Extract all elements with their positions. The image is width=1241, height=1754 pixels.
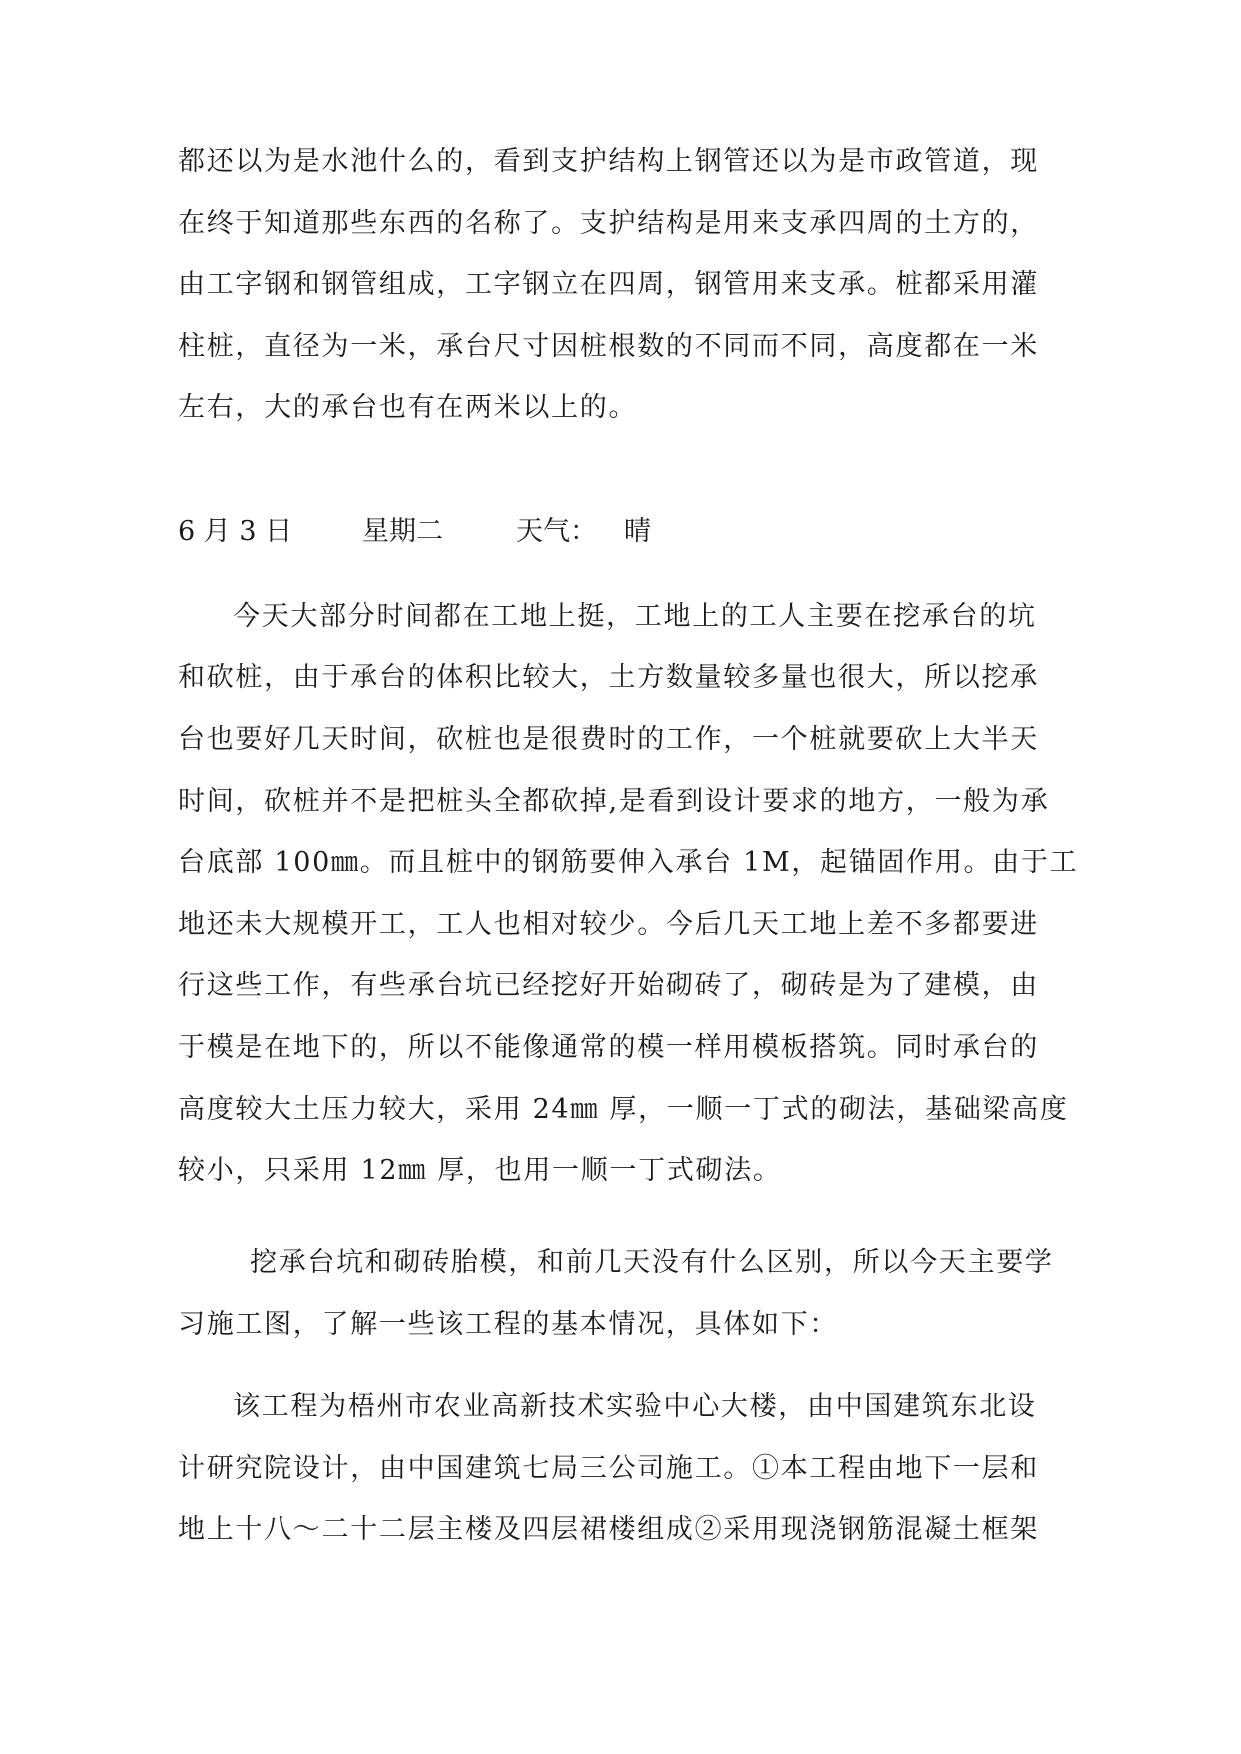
paragraph-2-line: 台也要好几天时间，砍桩也是很费时的工作，一个桩就要砍上大半天: [178, 724, 1039, 755]
paragraph-4-line: 该工程为梧州市农业高新技术实验中心大楼，由中国建筑东北设: [233, 1391, 1037, 1422]
paragraph-2-line: 较小，只采用 12㎜ 厚，也用一顺一丁式砌法。: [178, 1155, 782, 1186]
paragraph-2-line: 行这些工作，有些承台坑已经挖好开始砌砖了，砌砖是为了建模，由: [178, 970, 1039, 1001]
entry-header: [178, 512, 678, 552]
paragraph-1-line: 柱桩，直径为一米，承台尺寸因桩根数的不同而不同，高度都在一米: [178, 331, 1039, 362]
paragraph-1-line: 由工字钢和钢管组成，工字钢立在四周，钢管用来支承。桩都采用灌: [178, 269, 1039, 300]
paragraph-2-line: 时间，砍桩并不是把桩头全都砍掉,是看到设计要求的地方，一般为承: [178, 786, 1050, 817]
weather-label: 天气：: [516, 516, 597, 547]
entry-date: 6 月 3 日: [178, 516, 293, 547]
paragraph-3-line: 挖承台坑和砌砖胎模，和前几天没有什么区别，所以今天主要学: [250, 1247, 1054, 1278]
paragraph-1-line: 都还以为是水池什么的，看到支护结构上钢管还以为是市政管道，现: [178, 146, 1039, 177]
weather-value: 晴: [624, 516, 651, 547]
paragraph-1-line: 左右，大的承台也有在两米以上的。: [178, 392, 638, 423]
paragraph-2-line: 高度较大土压力较大，采用 24㎜ 厚，一顺一丁式的砌法，基础梁高度: [178, 1094, 1069, 1125]
paragraph-2-line: 今天大部分时间都在工地上挺，工地上的工人主要在挖承台的坑: [233, 601, 1037, 632]
paragraph-3-line: 习施工图，了解一些该工程的基本情况，具体如下：: [178, 1309, 839, 1340]
paragraph-2-line: 台底部 100㎜。而且桩中的钢筋要伸入承台 1M，起锚固作用。由于工: [178, 847, 1079, 878]
paragraph-2-line: 于模是在地下的，所以不能像通常的模一样用模板搭筑。同时承台的: [178, 1032, 1039, 1063]
paragraph-4-line: 计研究院设计，由中国建筑七局三公司施工。①本工程由地下一层和: [178, 1453, 1039, 1484]
paragraph-2-line: 地还未大规模开工，工人也相对较少。今后几天工地上差不多都要进: [178, 909, 1039, 940]
paragraph-1-line: 在终于知道那些东西的名称了。支护结构是用来支承四周的土方的，: [178, 208, 1039, 239]
paragraph-2-line: 和砍桩，由于承台的体积比较大，土方数量较多量也很大，所以挖承: [178, 662, 1039, 693]
entry-weekday: 星期二: [362, 516, 443, 547]
paragraph-4-line: 地上十八～二十二层主楼及四层裙楼组成②采用现浇钢筋混凝土框架: [178, 1514, 1039, 1545]
